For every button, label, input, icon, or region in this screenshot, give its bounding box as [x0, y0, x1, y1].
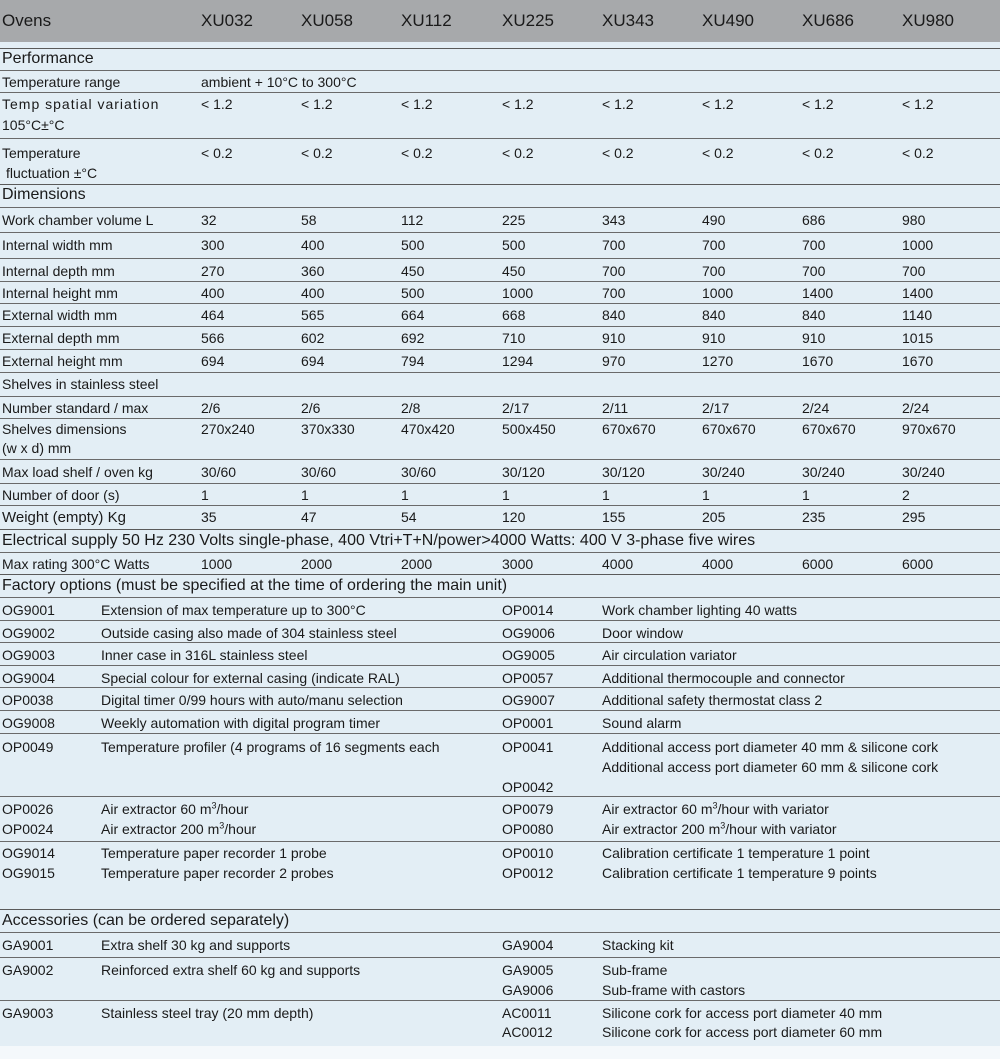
row-value: 464	[201, 307, 225, 323]
row-value: < 1.2	[401, 96, 433, 112]
row-value: 1	[401, 487, 409, 503]
option-desc: Work chamber lighting 40 watts	[602, 602, 798, 618]
table-row	[0, 92, 1000, 139]
row-value: 700	[602, 237, 626, 253]
header-model: XU343	[602, 11, 654, 30]
option-desc: Temperature profiler (4 programs of 16 segments each	[101, 739, 440, 755]
option-code: OP0014	[502, 602, 554, 618]
option-desc	[602, 821, 837, 837]
option-code: OG9006	[502, 625, 555, 641]
table-row	[0, 303, 1000, 326]
section-accessories	[0, 909, 1000, 932]
table-row	[0, 483, 1000, 506]
option-code: OG9004	[2, 670, 55, 686]
row-value: 2000	[301, 556, 333, 572]
row-value: 1000	[502, 285, 534, 301]
option-row	[0, 957, 1000, 1001]
table-row	[0, 138, 1000, 185]
row-value: 2/11	[602, 400, 629, 416]
superscript: 3	[720, 820, 726, 831]
row-value: 500	[401, 237, 425, 253]
option-desc: Additional access port diameter 60 mm & silicone cork	[602, 759, 939, 775]
table-row	[0, 396, 1000, 419]
option-code: OG9002	[2, 625, 55, 641]
row-value: 840	[702, 307, 726, 323]
row-value: 120	[502, 509, 526, 525]
table-row	[0, 552, 1000, 575]
row-value: 225	[502, 212, 526, 228]
row-value: ambient + 10°C to 300°C	[201, 74, 357, 90]
row-value: 1	[201, 487, 209, 503]
row-value: 235	[802, 509, 826, 525]
option-code: OP0042	[502, 779, 554, 795]
option-code: OG9015	[2, 865, 55, 881]
accessory-desc: Sub-frame	[602, 962, 668, 978]
accessory-code: GA9005	[502, 962, 554, 978]
row-value: 500x450	[502, 421, 556, 437]
option-code: OP0080	[502, 821, 554, 837]
accessory-desc: Silicone cork for access port diameter 60 mm	[602, 1024, 883, 1040]
row-label: Internal height mm	[2, 285, 118, 301]
option-desc: Special colour for external casing (indicate RAL)	[101, 670, 400, 686]
option-desc: Calibration certificate 1 temperature 9 points	[602, 865, 877, 881]
option-code: OP0049	[2, 739, 54, 755]
row-value: 670x670	[702, 421, 756, 437]
option-code: OG9001	[2, 602, 55, 618]
option-desc-text: /hour	[216, 801, 249, 817]
table-row	[0, 505, 1000, 530]
option-desc: Temperature paper recorder 2 probes	[101, 865, 334, 881]
row-label: External width mm	[2, 307, 118, 323]
table-row	[0, 207, 1000, 233]
row-label: Max rating 300°C Watts	[2, 556, 150, 572]
row-value: 1	[502, 487, 510, 503]
option-code: OP0026	[2, 801, 54, 817]
row-value: 2/17	[502, 400, 530, 416]
table-row	[0, 349, 1000, 373]
row-value: 2/24	[902, 400, 930, 416]
row-label: Work chamber volume L	[2, 212, 154, 228]
row-label: Number standard / max	[2, 400, 149, 416]
option-code: OP0057	[502, 670, 554, 686]
row-value: < 1.2	[201, 96, 233, 112]
row-value: 566	[201, 330, 225, 346]
row-value: 30/240	[902, 464, 945, 480]
row-value: 700	[602, 263, 626, 279]
row-value: 1	[802, 487, 810, 503]
row-value: 58	[301, 212, 317, 228]
row-label-sub: fluctuation ±°C	[6, 165, 98, 181]
row-label: Temperature range	[2, 74, 121, 90]
row-value: 1400	[902, 285, 934, 301]
header-model: XU032	[201, 11, 253, 30]
option-code: OG9014	[2, 845, 55, 861]
row-value: 910	[702, 330, 726, 346]
row-value: < 1.2	[902, 96, 934, 112]
section-dimensions	[0, 184, 1000, 207]
row-value: 205	[702, 509, 726, 525]
row-value: 6000	[902, 556, 934, 572]
row-value: 1270	[702, 353, 734, 369]
section-title: Factory options (must be specified at the time of ordering the main unit)	[2, 577, 508, 594]
row-value: 1294	[502, 353, 534, 369]
row-value: < 0.2	[802, 145, 834, 161]
option-row	[0, 796, 1000, 841]
table-row	[0, 70, 1000, 93]
row-value: 500	[502, 237, 526, 253]
row-value: 664	[401, 307, 425, 323]
row-value: 54	[401, 509, 417, 525]
row-value: 700	[802, 263, 826, 279]
option-desc: Digital timer 0/99 hours with auto/manu selection	[101, 692, 403, 708]
row-value: 670x670	[602, 421, 656, 437]
row-value: 565	[301, 307, 325, 323]
accessory-code: GA9003	[2, 1005, 54, 1021]
option-code: OG9005	[502, 647, 555, 663]
section-performance	[0, 48, 1000, 71]
option-desc: Air circulation variator	[602, 647, 737, 663]
row-value: 602	[301, 330, 325, 346]
option-code: OG9003	[2, 647, 55, 663]
row-value: 490	[702, 212, 726, 228]
option-desc: Weekly automation with digital program timer	[101, 715, 381, 731]
row-value: 686	[802, 212, 826, 228]
row-value: 840	[602, 307, 626, 323]
row-value: 2/8	[401, 400, 421, 416]
row-value: 910	[802, 330, 826, 346]
row-value: 500	[401, 285, 425, 301]
row-value: 1670	[902, 353, 934, 369]
row-value: 30/120	[602, 464, 645, 480]
row-value: 47	[301, 509, 317, 525]
row-label: Temperature	[2, 145, 81, 161]
table-header	[0, 0, 1000, 42]
row-label: Number of door (s)	[2, 487, 120, 503]
accessory-desc: Sub-frame with castors	[602, 982, 746, 998]
row-value: 1400	[802, 285, 834, 301]
option-desc: Additional thermocouple and connector	[602, 670, 845, 686]
option-desc: Additional safety thermostat class 2	[602, 692, 823, 708]
row-value: 450	[502, 263, 526, 279]
option-row	[0, 597, 1000, 621]
row-value: 1	[702, 487, 710, 503]
option-desc-text: /hour with variator	[717, 801, 829, 817]
table-row	[0, 459, 1000, 484]
option-desc-text: Air extractor 60 m	[602, 801, 713, 817]
option-desc-text: Air extractor 60 m	[101, 801, 212, 817]
header-model: XU980	[902, 11, 954, 30]
row-label: Internal width mm	[2, 237, 113, 253]
header-model: XU490	[702, 11, 754, 30]
row-label: Shelves dimensions	[2, 421, 127, 437]
section-factory-options	[0, 574, 1000, 597]
option-desc: Outside casing also made of 304 stainless steel	[101, 625, 397, 641]
section-title: Accessories (can be ordered separately)	[2, 912, 290, 929]
row-value: 700	[802, 237, 826, 253]
table-row	[0, 281, 1000, 304]
accessory-code: AC0012	[502, 1024, 553, 1040]
option-desc: Sound alarm	[602, 715, 682, 731]
row-value: 2/6	[201, 400, 221, 416]
row-value: 270x240	[201, 421, 255, 437]
row-value: 3000	[502, 556, 534, 572]
row-value: 980	[902, 212, 926, 228]
accessory-code: AC0011	[502, 1005, 552, 1021]
option-code: OP0079	[502, 801, 554, 817]
option-desc	[602, 801, 829, 817]
page-footer-strip	[0, 1046, 1000, 1059]
row-value: 4000	[602, 556, 634, 572]
option-code: OP0001	[502, 715, 554, 731]
row-value: 1	[301, 487, 309, 503]
row-value: 1000	[702, 285, 734, 301]
row-value: 700	[602, 285, 626, 301]
table-row	[0, 326, 1000, 350]
option-code: OP0041	[502, 739, 554, 755]
row-value: 30/240	[702, 464, 745, 480]
row-value: < 1.2	[602, 96, 634, 112]
row-value: 910	[602, 330, 626, 346]
accessory-code: GA9006	[502, 982, 554, 998]
option-desc: Temperature paper recorder 1 probe	[101, 845, 327, 861]
row-value: 700	[702, 263, 726, 279]
option-row	[0, 733, 1000, 797]
option-code: OP0038	[2, 692, 54, 708]
option-code: OG9008	[2, 715, 55, 731]
row-value: < 0.2	[201, 145, 233, 161]
row-value: 1	[602, 487, 610, 503]
row-value: < 1.2	[301, 96, 333, 112]
row-value: 668	[502, 307, 526, 323]
option-row	[0, 687, 1000, 711]
accessory-desc: Extra shelf 30 kg and supports	[101, 937, 291, 953]
row-value: 295	[902, 509, 926, 525]
row-value: 970x670	[902, 421, 956, 437]
row-value: 2/24	[802, 400, 830, 416]
row-value: 30/60	[401, 464, 437, 480]
row-value: 4000	[702, 556, 734, 572]
option-desc: Door window	[602, 625, 683, 641]
accessory-code: GA9004	[502, 937, 554, 953]
row-value: 700	[702, 237, 726, 253]
row-label: Internal depth mm	[2, 263, 115, 279]
option-row	[0, 620, 1000, 643]
accessory-code: GA9002	[2, 962, 54, 978]
accessory-desc: Stacking kit	[602, 937, 674, 953]
row-value: 32	[201, 212, 217, 228]
row-label: Temp spatial variation	[2, 96, 160, 112]
row-value: 343	[602, 212, 626, 228]
row-value: 1015	[902, 330, 934, 346]
option-code: OP0024	[2, 821, 54, 837]
row-value: < 1.2	[802, 96, 834, 112]
superscript: 3	[712, 800, 718, 811]
option-row	[0, 932, 1000, 958]
row-value: 360	[301, 263, 325, 279]
option-row	[0, 665, 1000, 688]
section-electrical	[0, 529, 1000, 552]
row-value: < 1.2	[702, 96, 734, 112]
row-value: 155	[602, 509, 626, 525]
section-title: Electrical supply 50 Hz 230 Volts single-phase, 400 Vtri+T+N/power>4000 Watts: 400 V 3-phase five wires	[2, 532, 756, 549]
row-value: 2/17	[702, 400, 730, 416]
option-desc: Extension of max temperature up to 300°C	[101, 602, 366, 618]
option-desc-text: /hour with variator	[725, 821, 837, 837]
option-code: OP0010	[502, 845, 554, 861]
row-value: < 0.2	[401, 145, 433, 161]
row-value: 670x670	[802, 421, 856, 437]
row-value: 30/60	[301, 464, 337, 480]
option-code: OG9007	[502, 692, 555, 708]
header-model: XU058	[301, 11, 353, 30]
row-value: 400	[301, 237, 325, 253]
accessory-desc: Stainless steel tray (20 mm depth)	[101, 1005, 314, 1021]
row-value: 2	[902, 487, 910, 503]
table-row	[0, 418, 1000, 459]
option-desc: Additional access port diameter 40 mm & silicone cork	[602, 739, 939, 755]
row-label-sub: 105°C±°C	[2, 117, 65, 133]
row-value: 692	[401, 330, 425, 346]
row-label: Weight (empty) Kg	[2, 509, 126, 526]
row-value: 710	[502, 330, 526, 346]
row-value: 30/120	[502, 464, 545, 480]
header-model: XU686	[802, 11, 854, 30]
accessory-desc: Reinforced extra shelf 60 kg and supports	[101, 962, 361, 978]
row-value: 370x330	[301, 421, 355, 437]
option-row	[0, 642, 1000, 666]
row-value: 35	[201, 509, 217, 525]
row-value: 1000	[902, 237, 934, 253]
row-value: 450	[401, 263, 425, 279]
option-desc-text: Air extractor 200 m	[101, 821, 220, 837]
header-label: Ovens	[2, 11, 52, 30]
option-row	[0, 1000, 1000, 1047]
row-value: 400	[201, 285, 225, 301]
row-value: 794	[401, 353, 425, 369]
row-value: 470x420	[401, 421, 455, 437]
row-label-sub: (w x d) mm	[2, 440, 72, 456]
row-value: 6000	[802, 556, 834, 572]
row-value: 400	[301, 285, 325, 301]
accessory-code: GA9001	[2, 937, 54, 953]
option-desc-text: Air extractor 200 m	[602, 821, 721, 837]
subsection-title: Shelves in stainless steel	[2, 376, 159, 392]
section-title: Performance	[2, 50, 94, 67]
option-desc	[101, 821, 256, 837]
row-value: < 0.2	[702, 145, 734, 161]
row-value: < 0.2	[602, 145, 634, 161]
row-label: External height mm	[2, 353, 123, 369]
row-value: 840	[802, 307, 826, 323]
row-value: < 0.2	[301, 145, 333, 161]
accessory-desc: Silicone cork for access port diameter 40 mm	[602, 1005, 883, 1021]
section-title: Dimensions	[2, 186, 86, 203]
superscript: 3	[211, 800, 217, 811]
row-value: 30/240	[802, 464, 845, 480]
row-value: 112	[401, 212, 424, 228]
row-value: < 0.2	[502, 145, 534, 161]
subsection-shelves	[0, 372, 1000, 396]
option-desc	[101, 801, 248, 817]
superscript: 3	[219, 820, 225, 831]
option-desc: Calibration certificate 1 temperature 1 point	[602, 845, 870, 861]
row-value: 2/6	[301, 400, 321, 416]
row-value: 700	[902, 263, 926, 279]
row-value: 970	[602, 353, 626, 369]
row-value: 2000	[401, 556, 433, 572]
table-row	[0, 258, 1000, 282]
row-label: External depth mm	[2, 330, 120, 346]
row-value: < 0.2	[902, 145, 934, 161]
row-value: 694	[301, 353, 325, 369]
option-row	[0, 710, 1000, 733]
row-label: Max load shelf / oven kg	[2, 464, 153, 480]
row-value: 270	[201, 263, 225, 279]
row-value: 30/60	[201, 464, 237, 480]
option-row	[0, 841, 1000, 909]
option-code: OP0012	[502, 865, 554, 881]
header-model: XU225	[502, 11, 554, 30]
header-model: XU112	[401, 11, 452, 30]
row-value: 1670	[802, 353, 834, 369]
row-value: 1140	[902, 307, 933, 323]
option-desc-text: /hour	[224, 821, 257, 837]
row-value: 300	[201, 237, 225, 253]
row-value: 1000	[201, 556, 233, 572]
table-row	[0, 232, 1000, 258]
option-desc: Inner case in 316L stainless steel	[101, 647, 308, 663]
row-value: 694	[201, 353, 225, 369]
row-value: < 1.2	[502, 96, 534, 112]
